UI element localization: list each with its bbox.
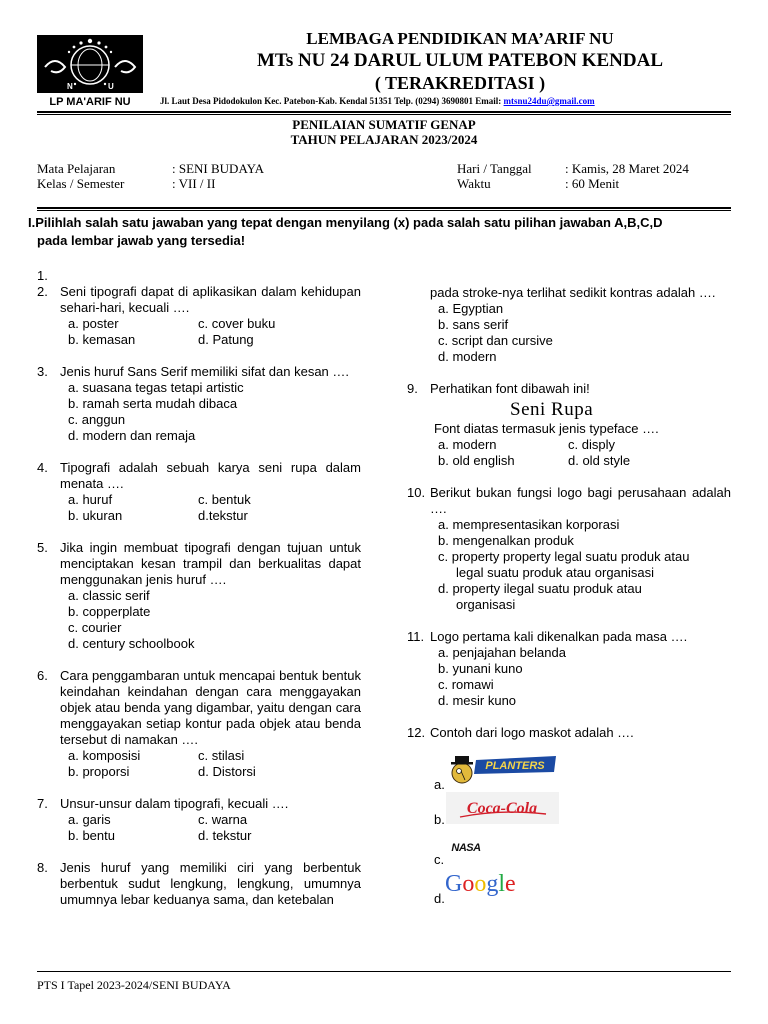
header-rule-thick	[37, 111, 731, 113]
option-d[interactable]: d. mesir kuno	[438, 693, 517, 708]
question-6	[37, 668, 361, 780]
option-a[interactable]: a. Egyptian	[438, 301, 504, 316]
option-c[interactable]: c. disply	[568, 437, 615, 452]
question-1	[37, 268, 361, 284]
footer-text: PTS I Tapel 2023-2024/SENI BUDAYA	[37, 978, 231, 992]
svg-text:U: U	[108, 82, 114, 91]
time-label: Waktu	[457, 176, 491, 191]
option-c[interactable]: c. courier	[68, 620, 122, 635]
option-c[interactable]: c. stilasi	[198, 748, 245, 763]
question-number: 6.	[37, 668, 48, 683]
nasa-logo-text: NASA	[451, 842, 481, 854]
option-b[interactable]: b. sans serif	[438, 317, 509, 332]
option-a[interactable]: a. suasana tegas tetapi artistic	[68, 380, 244, 395]
question-number: 1.	[37, 268, 48, 283]
option-b[interactable]: b. mengenalkan produk	[438, 533, 574, 548]
question-7	[37, 796, 361, 844]
option-d[interactable]: d. modern dan remaja	[68, 428, 196, 443]
option-b[interactable]: b. ramah serta mudah dibaca	[68, 396, 238, 411]
option-d[interactable]: d.tekstur	[198, 508, 248, 523]
option-a[interactable]: a.	[434, 777, 445, 792]
question-8	[37, 860, 361, 908]
coca-cola-logo-text: Coca-Cola	[466, 800, 538, 817]
subject-value: : SENI BUDAYA	[172, 161, 264, 176]
option-b[interactable]: b. bentu	[68, 828, 115, 843]
question-5	[37, 540, 361, 652]
option-a[interactable]: a. modern	[438, 437, 497, 452]
header-rule-thin	[37, 114, 731, 115]
question-number: 5.	[37, 540, 48, 555]
option-b[interactable]: b. proporsi	[68, 764, 130, 779]
question-text: Jika ingin membuat tipografi dengan tujuan untuk menciptakan kesan trampil dan berkualitas dapat menggunakan jenis huruf ….	[60, 540, 361, 587]
school-address	[160, 96, 595, 106]
question-number: 9.	[407, 381, 418, 396]
question-number: 2.	[37, 284, 48, 299]
question-text: Berikut bukan fungsi logo bagi perusahaan adalah ….	[430, 485, 731, 516]
option-a[interactable]: a. classic serif	[68, 588, 150, 603]
instruction	[28, 214, 733, 250]
question-number: 10.	[407, 485, 426, 500]
instruction-line-1: I.Pilihlah salah satu jawaban yang tepat dengan menyilang (x) pada salah satu pilihan jawaban A,B,C,D	[28, 215, 663, 230]
question-text: Tipografi adalah sebuah karya seni rupa dalam menata ….	[60, 460, 361, 491]
option-b[interactable]: b. ukuran	[68, 508, 123, 523]
question-text: Seni tipografi dapat di aplikasikan dalam kehidupan sehari-hari, kecuali ….	[60, 284, 361, 315]
exam-title: PENILAIAN SUMATIF GENAP	[292, 117, 476, 132]
question-text: Cara penggambaran untuk mencapai bentuk bentuk keindahan keindahan dengan cara menggayakan objek atau benda yang digambar, yaitu dengan cara menggayakan setiap kontur pada objek atau benda tersebut di namakan ….	[60, 668, 361, 747]
question-number: 8.	[37, 860, 48, 875]
question-number: 7.	[37, 796, 48, 811]
accreditation: ( TERAKREDITASI )	[374, 73, 546, 93]
class-label: Kelas / Semester	[37, 176, 125, 191]
option-d[interactable]: d. old style	[568, 453, 631, 468]
svg-text:N: N	[67, 82, 73, 91]
question-text: Perhatikan font dibawah ini!	[430, 381, 590, 396]
question-text: Jenis huruf Sans Serif memiliki sifat dan kesan ….	[60, 364, 350, 379]
option-d[interactable]: d. Patung	[198, 332, 254, 347]
option-c[interactable]: c. romawi	[438, 677, 494, 692]
option-a[interactable]: a. garis	[68, 812, 111, 827]
question-text-continued: pada stroke-nya terlihat sedikit kontras adalah ….	[430, 285, 716, 300]
footer-rule	[37, 971, 731, 972]
option-c[interactable]: c.	[434, 852, 445, 867]
question-text: Jenis huruf yang memiliki ciri yang berbentuk berbentuk sudut lengkung, lengkung, umumnya umumnya lebar keduanya sama, dan ketebalan	[60, 860, 361, 907]
option-c[interactable]: c. property property legal suatu produk atau	[438, 549, 690, 564]
question-number: 3.	[37, 364, 48, 379]
coca-cola-logo-icon	[446, 792, 559, 824]
option-d[interactable]: d. Distorsi	[198, 764, 256, 779]
option-b[interactable]: b.	[434, 812, 445, 827]
logo-caption: LP MA'ARIF NU	[49, 96, 131, 108]
address-text: Jl. Laut Desa Pidodokulon Kec. Patebon-Kab. Kendal 51351 Telp. (0294) 3690801 Email:	[160, 96, 502, 106]
subject-label: Mata Pelajaran	[37, 161, 116, 176]
right-column	[407, 285, 731, 741]
school-logo	[37, 35, 143, 110]
option-c[interactable]: c. cover buku	[198, 316, 276, 331]
question-3	[37, 364, 361, 444]
question-number: 11.	[407, 629, 425, 644]
email-link[interactable]: mtsnu24du@gmail.com	[503, 96, 595, 106]
instruction-line-2: pada lembar jawab yang tersedia!	[37, 233, 246, 248]
option-d[interactable]: d.	[434, 891, 445, 906]
question-number: 4.	[37, 460, 48, 475]
option-a[interactable]: a. mempresentasikan korporasi	[438, 517, 620, 532]
option-c[interactable]: c. script dan cursive	[438, 333, 553, 348]
question-subtext: Font diatas termasuk jenis typeface ….	[434, 421, 659, 436]
question-10	[407, 485, 731, 613]
option-c[interactable]: c. warna	[198, 812, 248, 827]
option-b[interactable]: b. kemasan	[68, 332, 136, 347]
question-text: Contoh dari logo maskot adalah ….	[430, 725, 634, 740]
left-column	[37, 268, 361, 908]
question-2	[37, 284, 361, 348]
option-c[interactable]: c. anggun	[68, 412, 126, 427]
question-12	[407, 725, 731, 741]
option-b[interactable]: b. old english	[438, 453, 515, 468]
planters-logo-text: PLANTERS	[485, 760, 545, 772]
option-a[interactable]: a. komposisi	[68, 748, 141, 763]
option-a[interactable]: a. huruf	[68, 492, 113, 507]
google-logo-icon	[443, 864, 529, 902]
exam-year: TAHUN PELAJARAN 2023/2024	[290, 132, 478, 147]
time-value: : 60 Menit	[565, 176, 620, 191]
option-c[interactable]: c. bentuk	[198, 492, 251, 507]
school-name: MTs NU 24 DARUL ULUM PATEBON KENDAL	[256, 50, 664, 71]
day-value: : Kamis, 28 Maret 2024	[565, 161, 689, 176]
nu-emblem-icon	[37, 35, 143, 93]
font-sample: Seni Rupa	[510, 399, 594, 420]
option-d-continued: organisasi	[456, 597, 516, 612]
option-a[interactable]: a. penjajahan belanda	[438, 645, 566, 660]
institution-name: LEMBAGA PENDIDIKAN MA’ARIF NU	[306, 29, 614, 48]
option-b[interactable]: b. copperplate	[68, 604, 151, 619]
planters-logo-icon	[446, 754, 558, 788]
option-b[interactable]: b. yunani kuno	[438, 661, 523, 676]
option-a[interactable]: a. poster	[68, 316, 119, 331]
option-d[interactable]: d. modern	[438, 349, 497, 364]
option-d[interactable]: d. tekstur	[198, 828, 252, 843]
question-text: Unsur-unsur dalam tipografi, kecuali ….	[60, 796, 289, 811]
option-d[interactable]: d. century schoolbook	[68, 636, 195, 651]
class-value: : VII / II	[172, 176, 216, 191]
question-number: 12.	[407, 725, 426, 740]
option-d[interactable]: d. property ilegal suatu produk atau	[438, 581, 642, 596]
info-rule-thick	[37, 207, 731, 209]
info-rule-thin	[37, 210, 731, 211]
question-4	[37, 460, 361, 524]
google-logo-text: Google	[445, 871, 516, 897]
question-8-continued	[407, 285, 731, 365]
day-label: Hari / Tanggal	[457, 161, 532, 176]
question-9	[407, 381, 731, 469]
option-c-continued: legal suatu produk atau organisasi	[456, 565, 655, 580]
nasa-logo-icon	[446, 832, 486, 862]
question-text: Logo pertama kali dikenalkan pada masa ….	[430, 629, 688, 644]
question-11	[407, 629, 731, 709]
